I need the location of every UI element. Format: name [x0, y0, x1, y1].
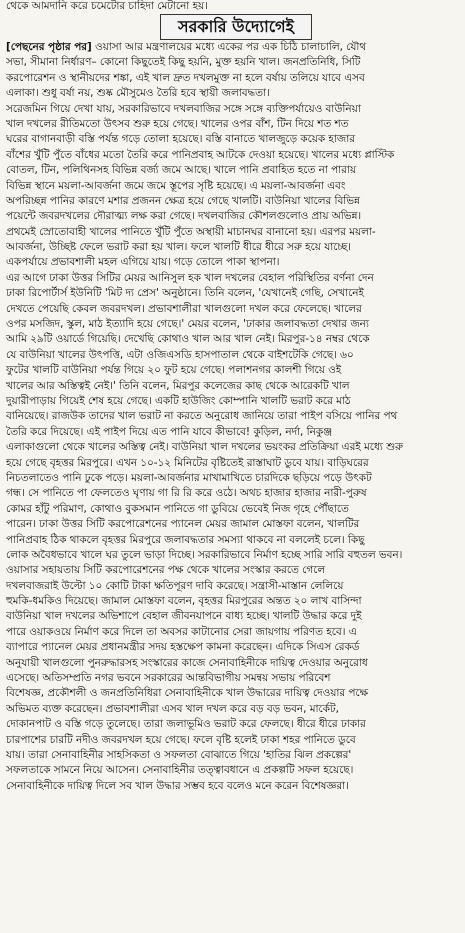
article-line: এসেছে। অতিসম্প্রতি নগর ভবনে সরকারের আন্তবিভাগীয় সমন্বয় সভায় পরিবেশ: [6, 672, 331, 685]
article-body: [6, 40, 460, 930]
article-line: দখলবাজরাই উল্টো ১০ কোটি টাকা ক্ষতিপূরণ দাবি করেছে। সন্ত্রাসী-মাস্তান লেলিয়ে: [6, 579, 344, 592]
article-line: গন্ধ। সে পানিতে পা ফেলতেও ঘৃণায় গা রি রি করে ওঠে। অথচ হাজার হাজার নারী-পুরুষ: [6, 487, 367, 500]
article-line: বাউনিয়া খাল দখলের অভিশাপে বেহাল জীবনযাপনে বাধ্য হচ্ছে। খালটি উদ্ধার করে দুই: [6, 610, 362, 623]
article-line: ওয়াসার সহায়তায় সিটি করপোরেশনের পক্ষ থেকে খালের সংস্কার করতে গেলে: [6, 564, 326, 577]
article-line: অনুযায়ী খালগুলো পুনরুদ্ধারসহ সংস্কারের কাজে সেনাবাহিনীকে দায়িত্ব দেওয়ার অনুরোধ: [6, 656, 368, 669]
article-line: এলাকা। শুধু বর্ষা নয়, শুষ্ক মৌসুমেও তৈরি হবে স্থায়ী জলাবদ্ধতা।: [6, 87, 270, 100]
previous-article-fragment: থেকে আমদানি করে চমেটোর চাহিদা মেটানো হয়।: [6, 0, 208, 12]
article-line: যায়। তারা সেনাবাহিনীর সাহসিকতা ও সফলতা বোঝাতে গিয়ে 'হাতির ঝিল প্রকল্পের': [6, 748, 352, 761]
article-line: যে বাউনিয়া খালের উৎপত্তি, এটা ওজিএসডি হাসপাতাল থেকে বাইশটেকি গেছে। ৬০: [6, 348, 354, 361]
article-line: পারে ওয়াকওয়ে নির্মাণ করে দিলে তা অবসর কাটানোর সেরা জায়গায় পরিণত হবে। এ: [6, 625, 357, 638]
article-line: আবর্জনা, উচ্ছিষ্ট ফেলে ভরাট করা হয় খাল। ফলে খালটি ধীরে ধীরে সরু হয়ে যাচ্ছে।: [6, 241, 351, 254]
headline-box: [160, 14, 312, 40]
article-line: একপর্যায়ে প্রভাবশালী মহল এগিয়ে যায়। গড়ে তোলে পাকা স্থাপনা।: [6, 256, 280, 269]
article-line: হয়ে গেছে বৃহত্তর মিরপুরে। এখন ১০-১২ মিনিটের বৃষ্টিতেই রাস্তাঘাট ডুবে যায়। বাড়িঘরের: [6, 456, 369, 469]
article-line: [6, 40, 460, 55]
article-line: ঘরের বাগানবাড়ী বস্তি পর্যন্ত গড়ে তোলা হয়েছে। বস্তি বানাতে খালজুড়ে কয়েক হাজার: [6, 133, 355, 146]
article-line: বোতল, টিন, পলিথিনসহ বিভিন্ন বর্জ্য জমে আছে। খালে পানি প্রবাহিত হতে না পারায়: [6, 164, 357, 177]
article-line-text: ওয়াসা আর মন্ত্রণালয়ের মধ্যে একের পর এক চিঠি চালাচালি, যৌথ: [91, 41, 367, 53]
article-line: ব্যাপারে প্যানেল মেয়র প্রধানমন্ত্রীর সদয় হস্তক্ষেপ কামনা করেছেন। এদিকে সিএস রেকর্ড: [6, 641, 360, 654]
article-line: বিশেষজ্ঞ, প্রকৌশলী ও জনপ্রতিনিধিরা সেনাবাহিনীকে খাল উদ্ধারের দায়িত্ব দেওয়ার পক্ষে: [6, 687, 369, 700]
article-line: পানিপ্রবাহ ঠিক থাকলে বৃহত্তর মিরপুরে জলাবদ্ধতার সমস্যা থাকবে না বললেই চলে। কিছু: [6, 533, 365, 546]
article-line: কোমর হাঁটু পরিমাণ, কোথাও বুকসমান পানিতে গা ডুবিয়ে ভেবেই নিজ গৃহে পৌঁছাতে: [6, 502, 349, 515]
article-line: বিভিন্ন স্থানে ময়লা-আবর্জনা জমে জমে স্তূপের সৃষ্টি হয়েছে। এ ময়লা-আবর্জনা এবং: [6, 179, 346, 192]
article-line: বাঁশের খুঁটি পুঁতে বাঁধের মতো তৈরি করে পানিপ্রবাহ আটকে দেওয়া হয়েছে। খালের মধ্যে প্লাস্টিক: [6, 148, 395, 161]
article-line: পারেন। ঢাকা উত্তর সিটি করপোরেশনের প্যানেল মেয়র জামাল মোস্তফা বলেন, খালটির: [6, 518, 360, 531]
article-line: লোক অবৈধভাবে খালে ঘর তুলে ভাড়া দিচ্ছে। সরকারিভাবে নির্মাণ হচ্ছে সারি সারি বহুতল ভবন।: [6, 548, 403, 561]
article-line: দেখতে পেয়েছি কেবল জবরদখল। প্রভাবশালীরা খালগুলো দখল করে ফেলেছে। খালের: [6, 302, 362, 315]
article-line: অপরিচ্ছন্ন পানির কারণে মশার প্রজনন ক্ষেত্র হয়ে গেছে খালটি। বাউনিয়া খালের বিভিন্ন: [6, 194, 360, 207]
article-line: আমি ২৯টি ওয়ার্ডে গিয়েছি। দেখেছি কোথাও খাল আর খাল নেই। মিরপুর-১৪ নম্বর থেকে: [6, 333, 370, 346]
article-line: বানিয়েছে। রাজউক তাদের খাল ভরাট না করতে অনুরোধ জানিয়ে তারা পাইপ বসিয়ে পানির পথ: [6, 410, 398, 423]
article-line: এলাকাগুলো থেকে খালের অস্তিত্ব নেই। বাউনিয়া খাল দখলের ভয়ংকর প্রতিক্রিয়া এরই মধ্যে শুরু: [6, 441, 404, 454]
article-line: সরেজমিন গিয়ে দেখা যায়, সরকারিভাবে দখলবাজির সঙ্গে সঙ্গে ব্যক্তিপর্যায়েও বাউনিয়া: [6, 102, 361, 115]
article-line: হুমকি-ধমকিও দিয়েছে। জামাল মোস্তফা বলেন, বৃহত্তর মিরপুরের অন্তত ২০ লাখ বাসিন্দা: [6, 595, 362, 608]
article-line: দুয়ারীপাড়ায় গিয়েই শেষ হয়ে গেছে। একটি হাউজিং কোম্পানি খালটি ভরাট করে মাঠ: [6, 394, 351, 407]
article-line: খালের আর অস্তিত্বই নেই।' তিনি বলেন, মিরপুর কলেজের কাছ থেকে আরেকটি খাল: [6, 379, 350, 392]
article-line: করপোরেশন ও স্থানীয়দের শঙ্কা, এই খাল দ্রুত দখলমুক্ত না হলে বর্ষায় তলিয়ে যাবে এসব: [6, 71, 365, 84]
article-line: দোকানপাট ও বস্তি গড়ে তুলেছে। তারা জলাভূমিও ভরাট করে ফেলছে। ধীরে ধীরে ঢাকার: [6, 718, 366, 731]
article-line: সভা, সীমানা নির্ধারণ– কোনো কিছুতেই কিছু হয়নি, মুক্ত হয়নি খাল। জনপ্রতিনিধি, সিটি: [6, 56, 361, 69]
article-line: প্রথমেই স্রোতোবাহী খালের পানিতে খুঁটি পুঁতে অস্থায়ী মাচানঘর বানানো হয়। এরপর ময়লা-: [6, 225, 376, 238]
article-line: পয়েন্টে জবরদখলের দৌরাত্ম্য লক্ষ করা গেছে। দখলবাজির কৌশলগুলোও প্রায় অভিন্ন।: [6, 210, 362, 223]
article-line: ঢাকা রিপোর্টার্স ইউনিটি 'মিট দ্য প্রেস' অনুষ্ঠানে। তিনি বলেন, 'যেখানেই গেছি, সেখানেই: [6, 287, 364, 300]
article-line: খাল দখলের রীতিমতো উৎসব শুরু হয়ে গেছে। খালের ওপর বাঁশ, টিন দিয়ে শত শত: [6, 117, 349, 130]
article-line: ফুটের খালটি বাউনিয়া পর্যন্ত গিয়ে ২০ ফুট হয়ে গেছে। পলাশনগর কালশী গিয়ে ওই: [6, 364, 342, 377]
article-line: সফলতাকে সামনে নিয়ে আসেন। সেনাবাহিনীর তত্ত্বাবধানে এ প্রকল্পটি সফল হয়েছে।: [6, 764, 354, 777]
article-line: সেনাবাহিনীকে দায়িত্ব দিলে সব খাল উদ্ধার সম্ভব হবে বলেও মনে করেন বিশেষজ্ঞরা।: [6, 779, 349, 792]
article-line: চারপাশের চারটি নদীও জবরদখল হয়ে গেছে। ফলে বৃষ্টি হলেই ঢাকা শহর পানিতে ডুবে: [6, 733, 356, 746]
article-line: তৈরি করে দিয়েছে। এই পাইপ দিয়ে এত পানি যাবে কীভাবে! কুড়িল, নর্দা, নিকুঞ্জ: [6, 425, 332, 438]
article-headline: সরকারি উদ্যোগেই: [178, 17, 294, 36]
article-line: নিচতলাতেও পানি ঢুকে পড়ে। ময়লা-আবর্জনার মাখামাখিতে চারদিকে ছড়িয়ে পড়ে উৎকট: [6, 471, 372, 484]
article-line: এর আগে ঢাকা উত্তর সিটির মেয়র আনিসুল হক খাল দখলের বেহাল পরিস্থিতির বর্ণনা দেন: [6, 271, 374, 284]
article-line: অভিমত ব্যক্ত করেছেন। প্রভাবশালীরা এসব খাল দখল করে বড় বড় ভবন, মার্কেট,: [6, 702, 339, 715]
continuation-tag: [পেছনের পৃষ্ঠার পর]: [6, 41, 92, 53]
article-line: ওপর মসজিদ, স্কুল, মাঠ ইত্যাদি হয়ে গেছে।' মেয়র বলেন, 'ঢাকার জলাবদ্ধতা দেখার জন্য: [6, 318, 369, 331]
